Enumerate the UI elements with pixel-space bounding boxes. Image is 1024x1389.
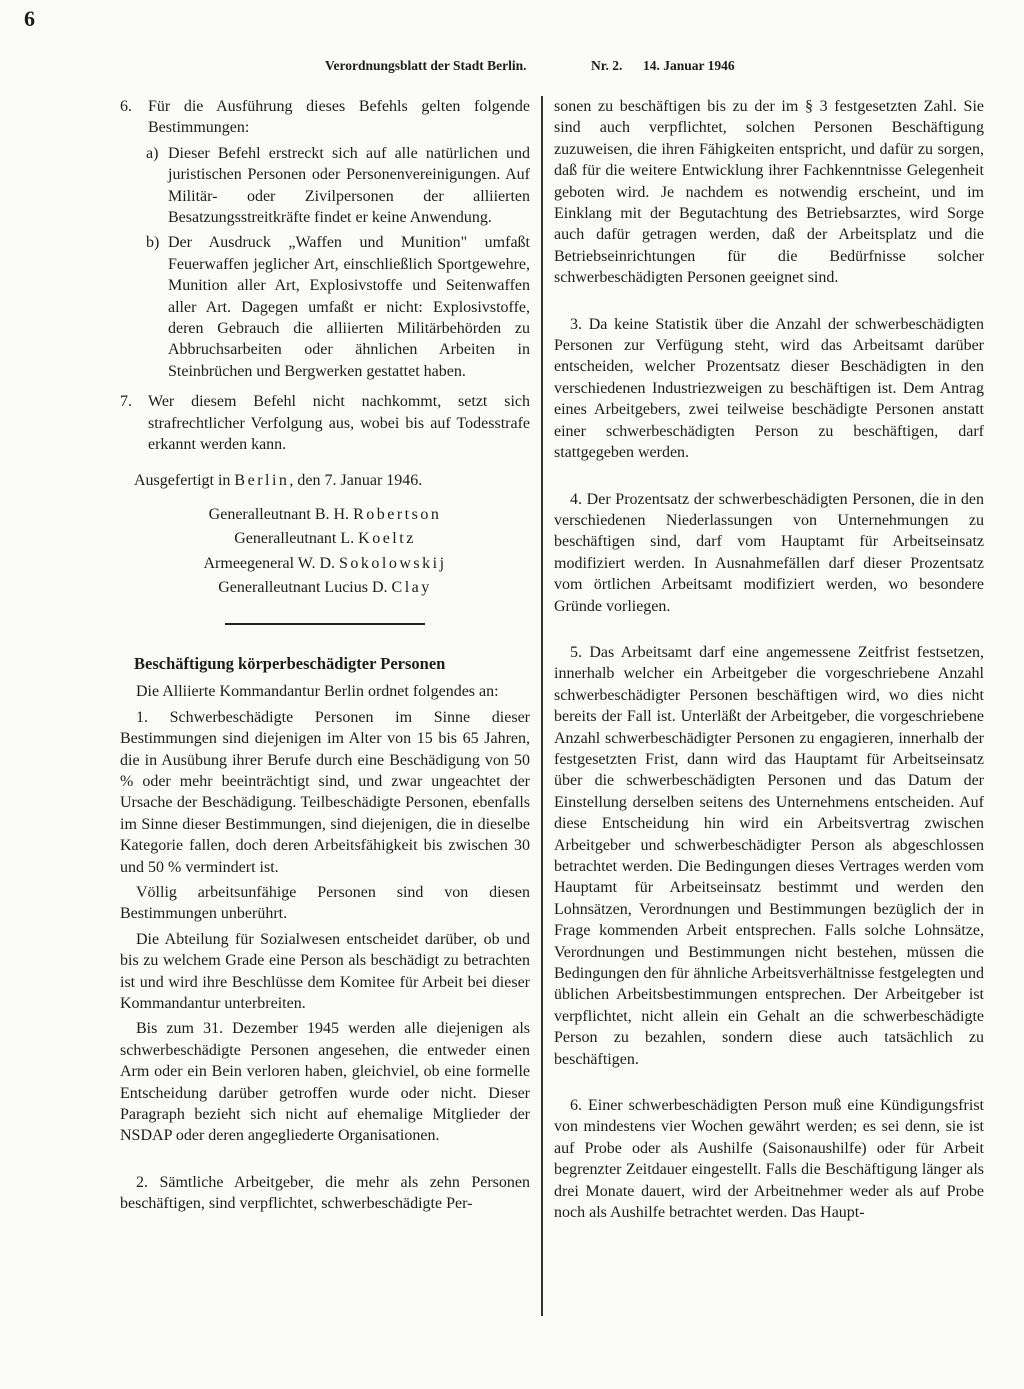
subparagraph-b bbox=[146, 232, 530, 382]
right-column bbox=[554, 96, 984, 1224]
signatory: Generalleutnant B. H. Robertson bbox=[208, 505, 442, 523]
subparagraph-label: b) bbox=[146, 234, 160, 252]
running-header bbox=[325, 58, 965, 74]
paragraph-text: Für die Ausführung dieses Befehls gelten folgende Bestimmungen: bbox=[148, 98, 530, 137]
issued-line: Ausgefertigt in Berlin, den 7. Januar 1946. bbox=[134, 471, 423, 489]
section-paragraph: Bis zum 31. Dezember 1945 werden alle diejenigen als schwerbeschädigte Personen angesehen, die entweder einen Arm oder ein Bein verloren haben, gleichviel, ob eine formelle Entscheidung darüber getroffen wurde oder nicht. Dieser Paragraph bezieht sich nicht auf ehemalige Mitglieder der NSDAP oder deren angegliederte Organisationen. bbox=[120, 1020, 530, 1145]
section-paragraph: 4. Der Prozentsatz der schwerbeschädigten Personen, die in den verschiedenen Niederlassungen von Unternehmungen zu beschäftigen sind, darf vom Hauptamt für Arbeitseinsatz modifiziert werden. In Ausnahmefällen darf dieser Prozentsatz vom örtlichen Arbeitsamt modifiziert werden, wo besondere Gründe vorliegen. bbox=[554, 490, 984, 615]
subparagraph-label: a) bbox=[146, 144, 159, 162]
section-paragraph: 5. Das Arbeitsamt darf eine angemessene Zeitfrist festsetzen, innerhalb welcher ein Arbeitgeber die vorgeschriebene Anzahl schwerbeschädigter Personen beschäftigen wird, wo dies nicht bereits der Fall ist. Unterläßt der Arbeitgeber, die vorgeschriebene Anzahl schwerbeschädigter Personen zu engagieren, innerhalb der festgesetzten Frist, dann wird das Hauptamt für Arbeitseinsatz über die schwerbeschädigten Personen und das Datum der Einstellung derselben seitens des Unternehmens entscheiden. Auf diese Entscheidung hin wird ein Arbeitsvertrag zwischen Arbeitgeber und schwerbeschädigter Person als abgeschlossen betrachtet werden. Die Bedingungen dieses Vertrages werden vom Hauptamt für Arbeitseinsatz bestimmt und werden den Lohnsätzen, Verordnungen und Bestimmungen bezüglich der in Frage kommenden Arbeit entsprechen. Falls solche Lohnsätze, Verordnungen und Bestimmungen nicht bestehen, müssen die Bedingungen den für ähnliche Arbeitsverhältnisse festgelegten und üblichen Arbeitsbestimmungen entsprechen. Der Arbeitgeber ist verpflichtet, nicht allein ein Gehalt an die schwerbeschädigte Person zu bezahlen, sondern diese auch tatsächlich zu beschäftigen. bbox=[554, 643, 984, 1068]
section-intro: Die Alliierte Kommandantur Berlin ordnet folgendes an: bbox=[136, 683, 499, 701]
page-number: 6 bbox=[24, 6, 35, 31]
issued-city: Berlin bbox=[234, 471, 290, 489]
section-paragraph: 2. Sämtliche Arbeitgeber, die mehr als zehn Personen beschäftigen, sind verpflichtet, schwerbeschädigte Per- bbox=[120, 1173, 530, 1213]
section-paragraph: Die Abteilung für Sozialwesen entscheidet darüber, ob und bis zu welchem Grade eine Person als beschädigt zu betrachten ist und wird ihre Beschlüsse dem Komitee für Arbeit bei dieser Kommandantur unterbreiten. bbox=[120, 930, 530, 1012]
issue-date: 14. Januar 1946 bbox=[643, 58, 735, 73]
issue-number: Nr. 2. bbox=[591, 58, 623, 73]
publication-title: Verordnungsblatt der Stadt Berlin. bbox=[325, 58, 527, 73]
paragraph-number: 7. bbox=[120, 393, 132, 411]
column-divider bbox=[541, 96, 543, 1316]
signatory: Generalleutnant L. Koeltz bbox=[234, 530, 416, 548]
signatory: Armeegeneral W. D. Sokolowskij bbox=[203, 554, 447, 572]
signature-block bbox=[120, 503, 530, 601]
section-paragraph: 3. Da keine Statistik über die Anzahl der schwerbeschädigten Personen zur Verfügung steht, wird das Arbeitsamt darüber entscheiden, welcher Prozentsatz dieser Beschädigten in den verschiedenen Industriezweigen zu beschäftigen ist. Dem Antrag eines Arbeitgebers, zwei teilweise beschädigte Personen anstatt einer schwerbeschädigten Person zu beschäftigen, darf stattgegeben werden. bbox=[554, 315, 984, 462]
paragraph-7 bbox=[120, 391, 530, 455]
subparagraph-a bbox=[146, 143, 530, 229]
section-paragraph: Völlig arbeitsunfähige Personen sind von diesen Bestimmungen unberührt. bbox=[120, 883, 530, 923]
paragraph-6 bbox=[120, 96, 530, 139]
section-paragraph: sonen zu beschäftigen bis zu der im § 3 festgesetzten Zahl. Sie sind auch verpflichtet, solchen Personen Beschäftigung zuzuweisen, die ihren Fähigkeiten entspricht, und dafür zu sorgen, daß für die weitere Entwicklung ihrer Fachkenntnisse Gelegenheit geboten wird. Je nachdem es notwendig erscheint, und im Einklang mit der Begutachtung des Betriebsarztes, wird Sorge auch dafür getragen werden, daß der Arbeitsplatz und die Betriebseinrichtungen für die Bedürfnisse solcher schwerbeschädigten Personen geeignet sind. bbox=[554, 98, 984, 287]
paragraph-number: 6. bbox=[120, 98, 132, 115]
signatory: Generalleutnant Lucius D. Clay bbox=[218, 579, 432, 597]
paragraph-text: Wer diesem Befehl nicht nachkommt, setzt sich strafrechtlicher Verfolgung aus, wobei bis auf Todesstrafe erkannt werden kann. bbox=[148, 393, 530, 454]
section-title: Beschäftigung körperbeschädigter Personen bbox=[134, 653, 446, 673]
section-divider bbox=[225, 623, 425, 625]
section-paragraph: 1. Schwerbeschädigte Personen im Sinne dieser Bestimmungen sind diejenigen im Alter von 15 bis 65 Jahren, die in Ausübung ihrer Berufe durch eine Beschädigung von 50 % oder mehr beeinträchtigt sind, und zwar ungeachtet der Ursache der Beschädigung. Teilbeschädigte Personen, ebenfalls im Sinne dieser Bestimmungen, sind diejenigen, die in dieselbe Kategorie fallen, doch deren Arbeitsfähigkeit bis zwischen 30 und 50 % vermindert ist. bbox=[120, 708, 530, 876]
left-column bbox=[120, 96, 530, 1215]
subparagraph-text: Der Ausdruck „Waffen und Munition" umfaßt Feuerwaffen jeglicher Art, einschließlich Sportgewehre, Munition aller Art, Explosivstoffe und Seitenwaffen aller Art. Dagegen umfaßt er nicht: Explosivstoffe, deren Gebrauch die alliierten Militärbehörden zu Abbruchsarbeiten oder ähnlichen Arbeiten in Steinbrüchen und Bergwerken gestattet haben. bbox=[168, 234, 530, 380]
section-paragraph: 6. Einer schwerbeschädigten Person muß eine Kündigungsfrist von mindestens vier Wochen gewährt werden; es sei denn, sie ist auf Probe oder als Aushilfe (Saisonaushilfe) oder für Arbeit begrenzter Zeitdauer eingestellt. Falls die Beschäftigung länger als drei Monate dauert, wird der Arbeitnehmer weder als auf Probe noch als Aushilfe betrachtet werden. Das Haupt- bbox=[554, 1097, 984, 1222]
subparagraph-text: Dieser Befehl erstreckt sich auf alle natürlichen und juristischen Personen oder Personenvereinigungen. Auf Militär- oder Zivilpersonen der alliierten Besatzungsstreitkräfte findet er keine Anwendung. bbox=[168, 144, 530, 227]
